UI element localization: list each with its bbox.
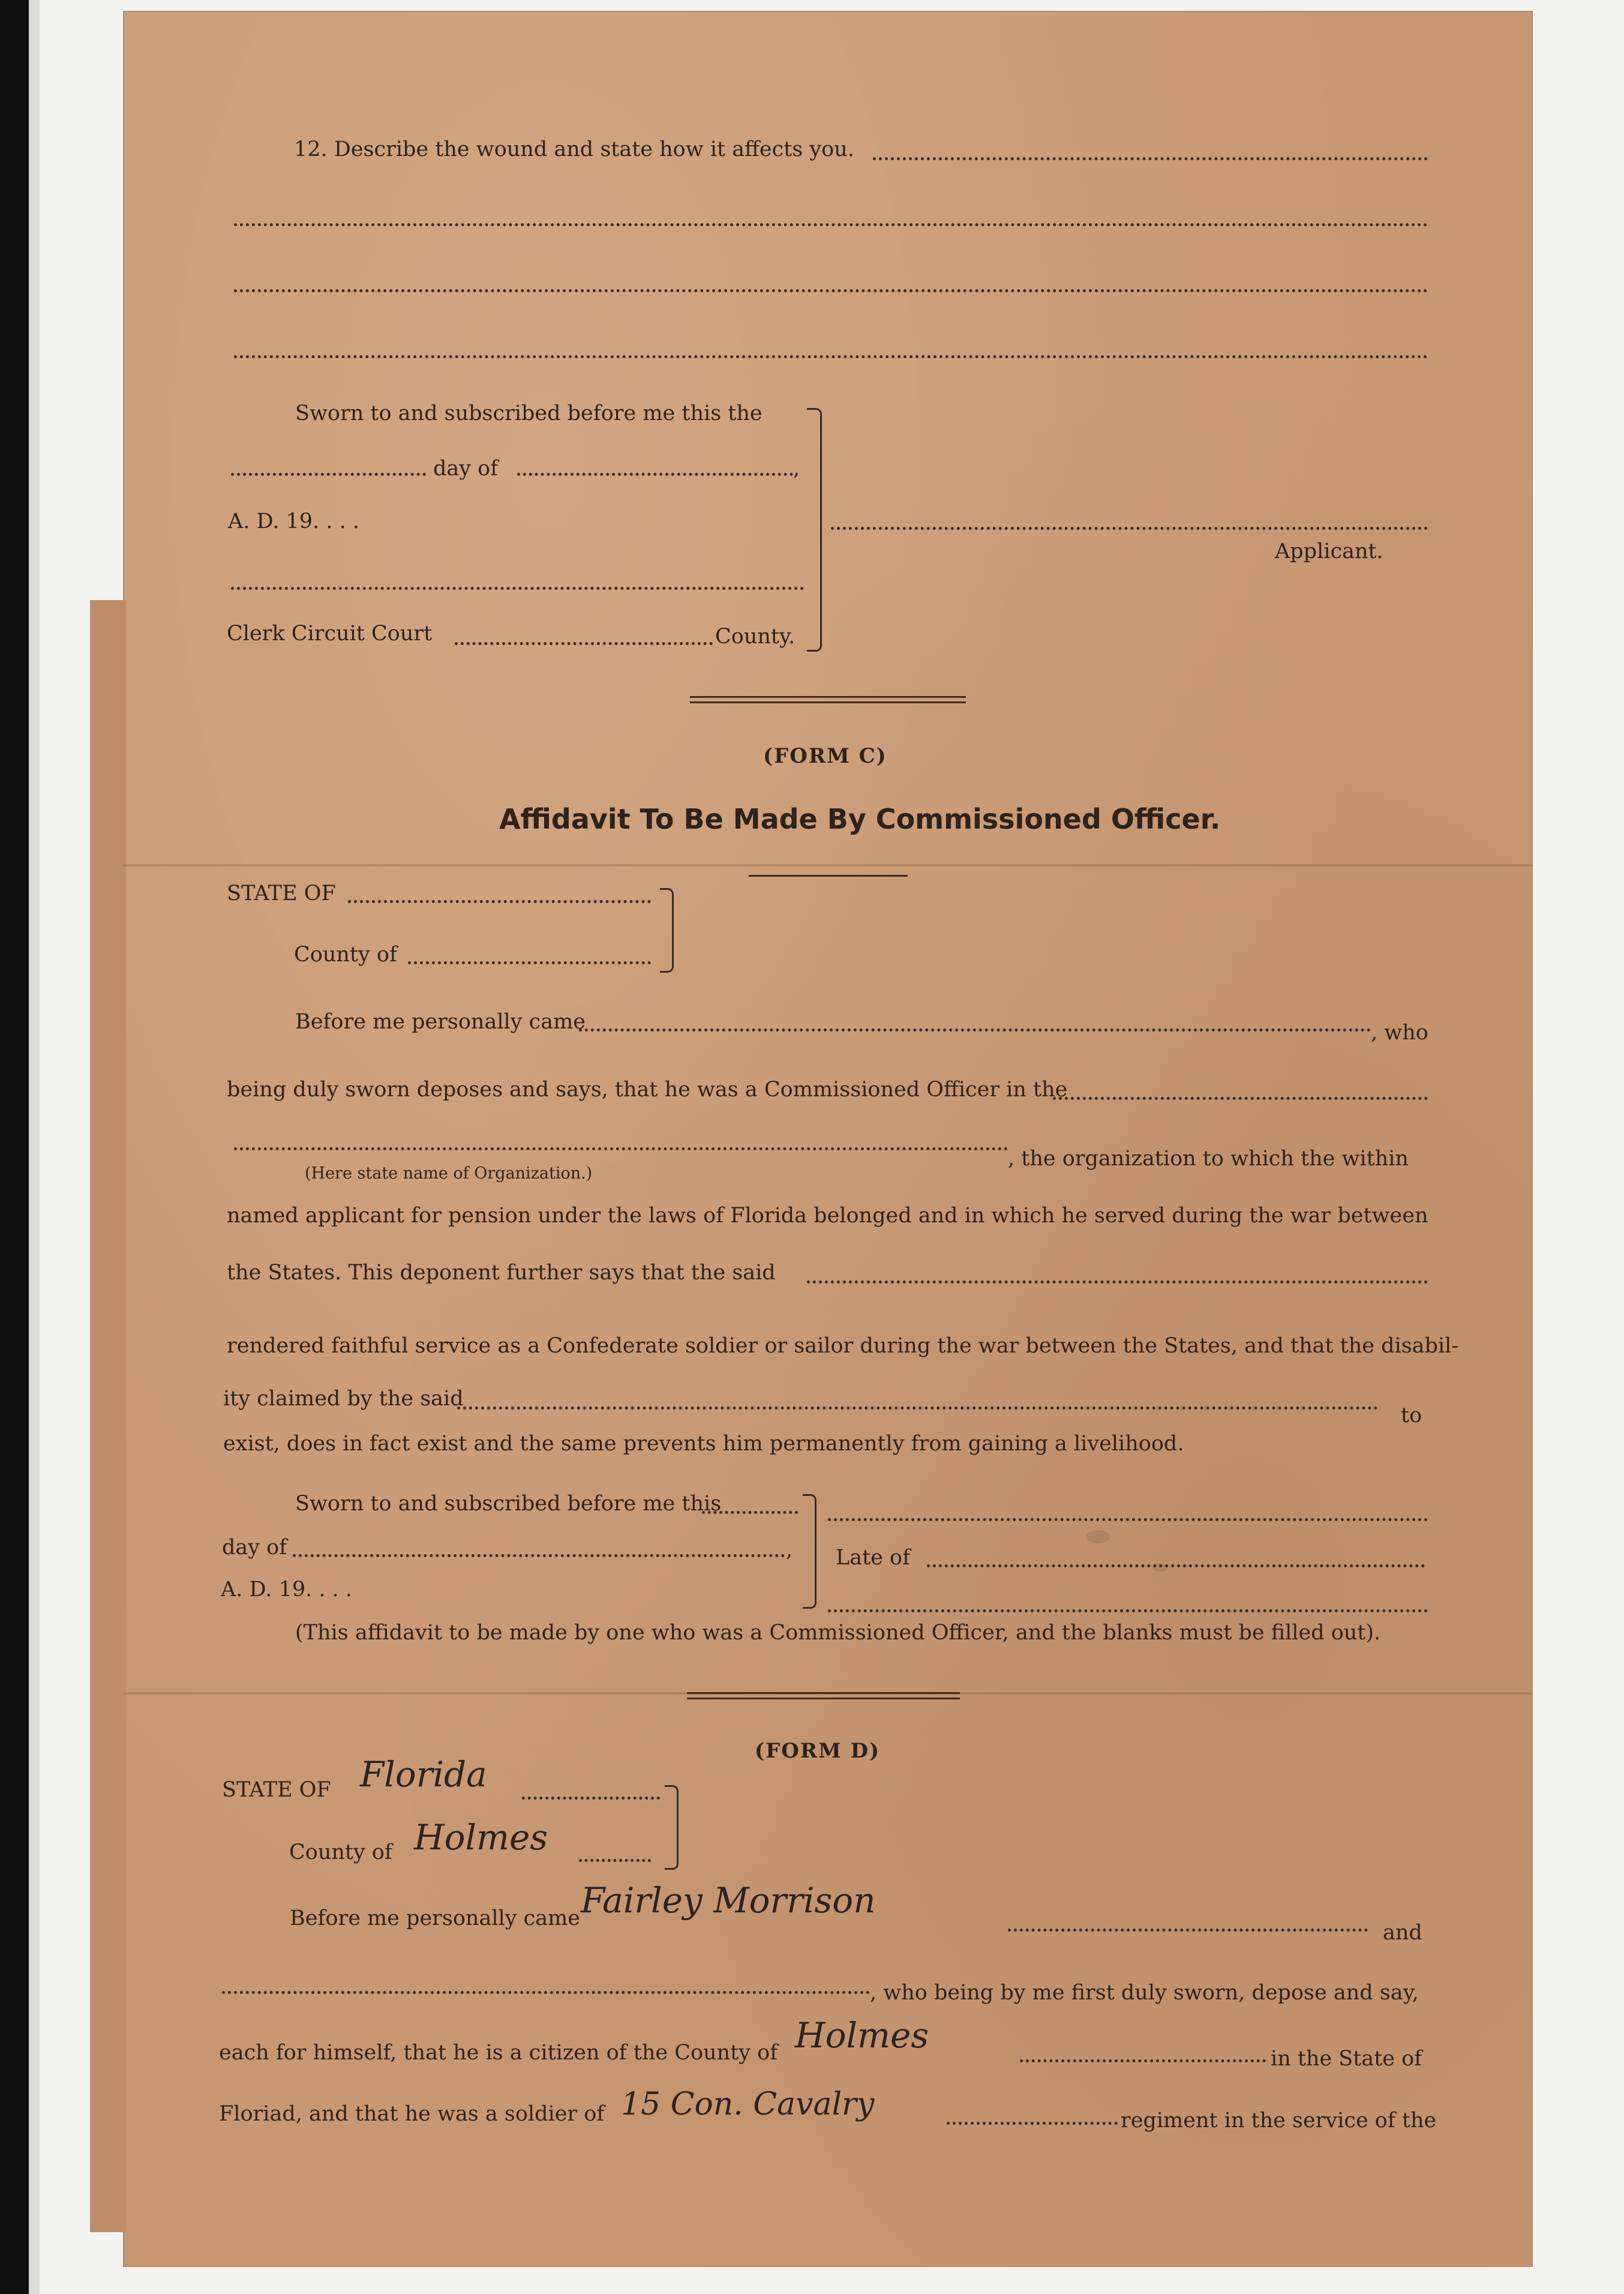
answer-line xyxy=(234,289,1428,292)
month-blank xyxy=(293,1554,785,1557)
county-blank xyxy=(455,642,713,645)
day-blank xyxy=(231,473,426,476)
section-divider xyxy=(690,696,966,703)
state-of-label: STATE OF xyxy=(222,1778,331,1802)
officer-signature-line xyxy=(828,1518,1428,1521)
stain xyxy=(1086,1530,1110,1543)
soldier-line: Floriad, and that he was a soldier of xyxy=(219,2102,605,2126)
form-c-title: Affidavit To Be Made By Commissioned Officer. xyxy=(499,803,1221,835)
citizen-line: each for himself, that he is a citizen of the County of xyxy=(219,2041,778,2065)
state-blank xyxy=(348,900,651,903)
before-me-label: Before me personally came xyxy=(290,1906,581,1930)
handwritten-state: Florida xyxy=(360,1754,487,1795)
ad-label: A. D. 19. . . . xyxy=(221,1578,353,1602)
section-divider xyxy=(687,1692,960,1699)
handwritten-name: Fairley Morrison xyxy=(581,1880,876,1921)
sworn-line: Sworn to and subscribed before me this the xyxy=(295,401,763,425)
county-label: County. xyxy=(715,625,796,649)
scanner-left-border xyxy=(0,0,29,2294)
answer-line xyxy=(873,157,1428,160)
county-blank xyxy=(408,961,651,964)
form-d-label: (FORM D) xyxy=(755,1739,881,1763)
month-blank xyxy=(517,473,793,476)
brace xyxy=(807,408,822,652)
title-rule xyxy=(749,875,908,877)
county-of-label: County of xyxy=(289,1840,392,1864)
org-note: (Here state name of Organization.) xyxy=(305,1164,593,1183)
answer-line xyxy=(234,355,1428,358)
name-blank xyxy=(579,1028,1371,1031)
name-blank xyxy=(807,1281,1428,1284)
applicant-label: Applicant. xyxy=(1275,539,1383,563)
ad-label: A. D. 19. . . . xyxy=(228,509,360,533)
rendered-line: rendered faithful service as a Confederate soldier or sailor during the war between the States, and that the disabil- xyxy=(227,1334,1459,1358)
who-being-line: , who being by me first duly sworn, depose and say, xyxy=(870,1981,1419,2005)
ity-line: ity claimed by the said xyxy=(223,1387,464,1411)
handwritten-regiment: 15 Con. Cavalry xyxy=(621,2086,875,2122)
to-label: to xyxy=(1401,1404,1422,1428)
rank-line xyxy=(828,1609,1428,1612)
day-blank xyxy=(702,1511,798,1514)
brace xyxy=(803,1494,816,1609)
brace xyxy=(660,888,674,973)
handwritten-county: Holmes xyxy=(414,1817,548,1858)
before-me-label: Before me personally came xyxy=(295,1010,586,1034)
org-tail: , the organization to which the within xyxy=(1008,1147,1409,1171)
regiment-tail: regiment in the service of the xyxy=(1121,2109,1437,2133)
day-of-label: day of xyxy=(433,457,499,481)
clerk-label: Clerk Circuit Court xyxy=(227,622,433,646)
form-c-note: (This affidavit to be made by one who was a Commissioned Officer, and the blanks must be filled out). xyxy=(295,1621,1381,1645)
brace xyxy=(665,1785,679,1870)
named-applicant-line: named applicant for pension under the laws of Florida belonged and in which he served during the war between xyxy=(227,1204,1428,1228)
name-blank xyxy=(457,1407,1378,1410)
name-blank xyxy=(1008,1929,1368,1932)
org-name-blank xyxy=(234,1147,1008,1150)
day-of-label: day of xyxy=(222,1536,287,1560)
in-state-label: in the State of xyxy=(1271,2047,1422,2071)
witness-blank xyxy=(222,1991,870,1994)
page-under-edge xyxy=(90,600,126,2232)
county-of-label: County of xyxy=(294,943,397,967)
and-label: and xyxy=(1383,1921,1422,1945)
late-of-label: Late of xyxy=(836,1546,911,1570)
answer-line xyxy=(234,223,1428,226)
form-c-label: (FORM C) xyxy=(763,744,887,768)
state-blank xyxy=(522,1797,660,1800)
sworn-commissioned: being duly sworn deposes and says, that he was a Commissioned Officer in the xyxy=(227,1078,1068,1102)
regiment-blank xyxy=(947,2122,1118,2125)
state-of-label: STATE OF xyxy=(227,881,336,905)
fold-crease xyxy=(123,864,1533,866)
county-blank xyxy=(1020,2059,1266,2062)
who-label: , who xyxy=(1371,1021,1428,1045)
scanner-margin xyxy=(29,0,40,2294)
org-blank xyxy=(1053,1097,1428,1100)
exist-line: exist, does in fact exist and the same prevents him permanently from gaining a livelihood. xyxy=(223,1432,1184,1456)
county-blank xyxy=(579,1859,651,1862)
signature-line xyxy=(231,587,804,590)
question-12: 12. Describe the wound and state how it affects you. xyxy=(294,137,854,161)
sworn-this-label: Sworn to and subscribed before me this xyxy=(295,1492,722,1516)
handwritten-county-2: Holmes xyxy=(795,2015,929,2056)
late-of-blank xyxy=(927,1564,1425,1567)
applicant-signature-line xyxy=(831,527,1428,530)
states-line: the States. This deponent further says that the said xyxy=(227,1261,776,1285)
